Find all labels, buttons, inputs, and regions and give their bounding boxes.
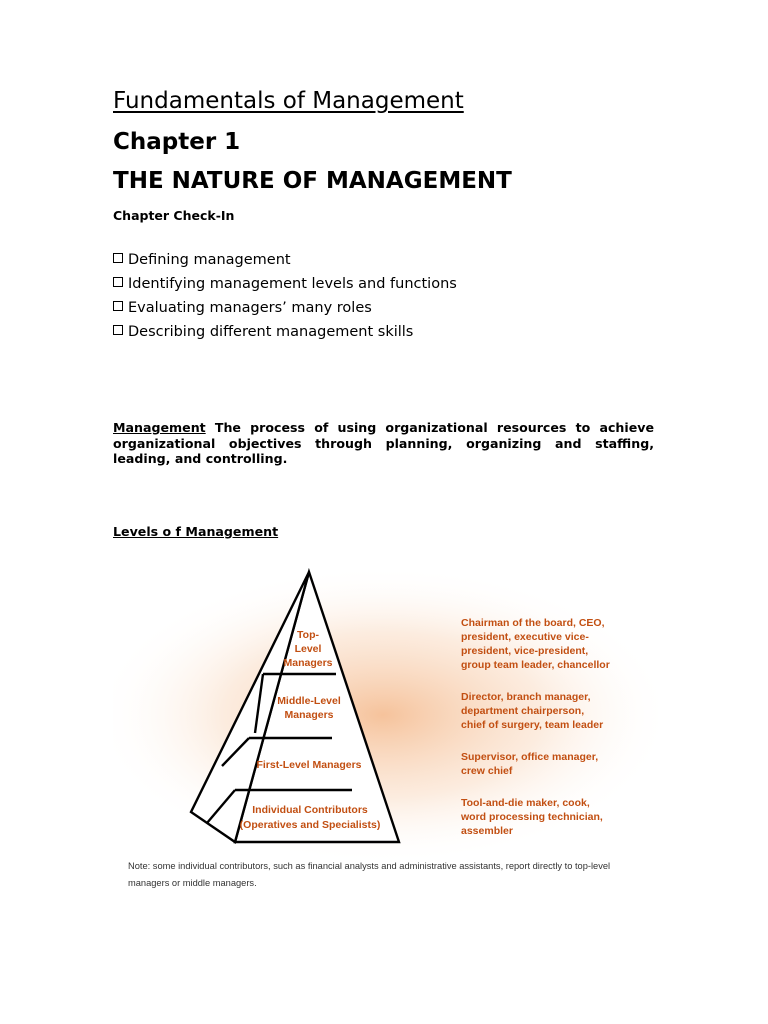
role-example-line: Supervisor, office manager, — [461, 751, 599, 763]
role-example-line: department chairperson, — [461, 705, 585, 717]
objective-text: Evaluating managers’ many roles — [128, 300, 372, 316]
objective-item — [113, 251, 457, 275]
chapter-number: Chapter 1 — [113, 129, 241, 155]
role-example-line: Director, branch manager, — [461, 691, 591, 703]
tier-label-line: Level — [294, 643, 322, 655]
definition-text: The process of using organizational resources to achieve organizational objectives through planning, organizing and staffing, leading, and controlling. — [113, 420, 654, 466]
role-example-line: assembler — [461, 825, 513, 837]
tier-label-line: Middle-Level — [277, 695, 341, 707]
tier-label-line: Managers — [283, 657, 333, 669]
objective-text: Describing different management skills — [128, 324, 414, 340]
role-example-line: president, vice-president, — [461, 645, 589, 657]
tier-label-line: Managers — [284, 709, 334, 721]
management-definition — [113, 420, 654, 467]
pyramid-diagram — [113, 560, 658, 860]
management-levels-figure — [113, 560, 658, 890]
tier-label-line: First-Level Managers — [256, 759, 362, 771]
checkbox-icon — [113, 253, 123, 263]
checkin-heading: Chapter Check-In — [113, 208, 235, 223]
checkbox-icon — [113, 325, 123, 335]
tier-label-line: Top- — [297, 629, 319, 641]
objective-item — [113, 275, 457, 299]
definition-term: Management — [113, 420, 206, 435]
example-roles — [460, 617, 610, 837]
role-example-line: Tool-and-die maker, cook, — [461, 797, 590, 809]
tier-label-line: (Operatives and Specialists) — [239, 819, 381, 831]
course-title: Fundamentals of Management — [113, 88, 464, 114]
role-example-line: chief of surgery, team leader — [461, 719, 604, 731]
objective-text: Defining management — [128, 252, 291, 268]
objectives-list — [113, 251, 457, 347]
chapter-title: THE NATURE OF MANAGEMENT — [113, 168, 512, 194]
objective-item — [113, 299, 457, 323]
objective-item — [113, 323, 457, 347]
figure-note: Note: some individual contributors, such as financial analysts and administrative assistants, report directly to top-level managers or middle managers. — [128, 861, 611, 888]
checkbox-icon — [113, 301, 123, 311]
role-example-line: Chairman of the board, CEO, — [461, 617, 605, 629]
role-example-line: word processing technician, — [461, 811, 603, 823]
levels-heading: Levels o f Management — [113, 524, 279, 539]
checkbox-icon — [113, 277, 123, 287]
tier-label-line: Individual Contributors — [252, 804, 368, 816]
role-example-line: group team leader, chancellor — [461, 659, 610, 671]
objective-text: Identifying management levels and functions — [128, 276, 457, 292]
role-example-line: crew chief — [461, 765, 513, 777]
role-example-line: president, executive vice- — [461, 631, 589, 643]
